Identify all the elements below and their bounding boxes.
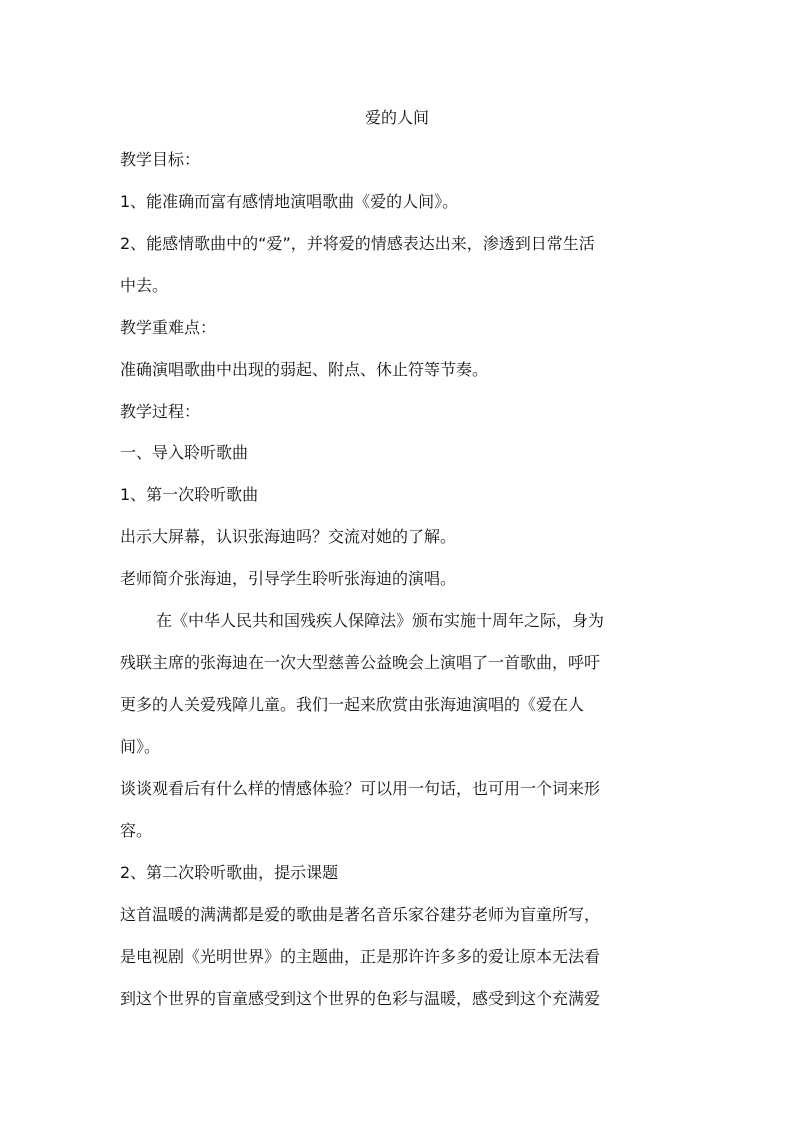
- step-1-heading: 1、第一次聆听歌曲: [120, 485, 259, 504]
- goal-item-2-continued: 中去。: [120, 276, 169, 295]
- paragraph-line: 老师简介张海迪，引导学生聆听张海迪的演唱。: [120, 569, 457, 588]
- paragraph-line: 在《中华人民共和国残疾人保障法》颁布实施十周年之际，身为: [156, 611, 605, 630]
- goal-item-1: 1、能准确而富有感情地演唱歌曲《爱的人间》。: [120, 192, 459, 211]
- paragraph-line: 到这个世界的盲童感受到这个世界的色彩与温暖，感受到这个充满爱: [120, 989, 601, 1008]
- paragraph-line: 残联主席的张海迪在一次大型慈善公益晚会上演唱了一首歌曲，呼吁: [120, 653, 601, 672]
- section-1-heading: 一、导入聆听歌曲: [120, 443, 249, 462]
- paragraph-line: 容。: [120, 821, 153, 840]
- heading-key-difficulties: 教学重难点：: [120, 318, 217, 337]
- heading-teaching-process: 教学过程：: [120, 402, 201, 421]
- step-2-heading: 2、第二次聆听歌曲，提示课题: [120, 863, 339, 882]
- goal-item-2: 2、能感情歌曲中的“爱”，并将爱的情感表达出来，渗透到日常生活: [120, 234, 595, 253]
- paragraph-line: 谈谈观看后有什么样的情感体验？可以用一句话，也可用一个词来形: [120, 779, 601, 798]
- document-title: 爱的人间: [364, 108, 429, 127]
- paragraph-line: 是电视剧《光明世界》的主题曲，正是那许许多多的爱让原本无法看: [120, 947, 601, 966]
- paragraph-line: 出示大屏幕，认识张海迪吗？交流对她的了解。: [120, 527, 457, 546]
- heading-teaching-goals: 教学目标：: [120, 150, 201, 169]
- key-difficulties-text: 准确演唱歌曲中出现的弱起、附点、休止符等节奏。: [120, 360, 489, 379]
- paragraph-line: 这首温暖的满满都是爱的歌曲是著名音乐家谷建芬老师为盲童所写，: [120, 905, 601, 924]
- paragraph-line: 间》。: [120, 737, 161, 756]
- paragraph-line: 更多的人关爱残障儿童。我们一起来欣赏由张海迪演唱的《爱在人: [120, 695, 585, 714]
